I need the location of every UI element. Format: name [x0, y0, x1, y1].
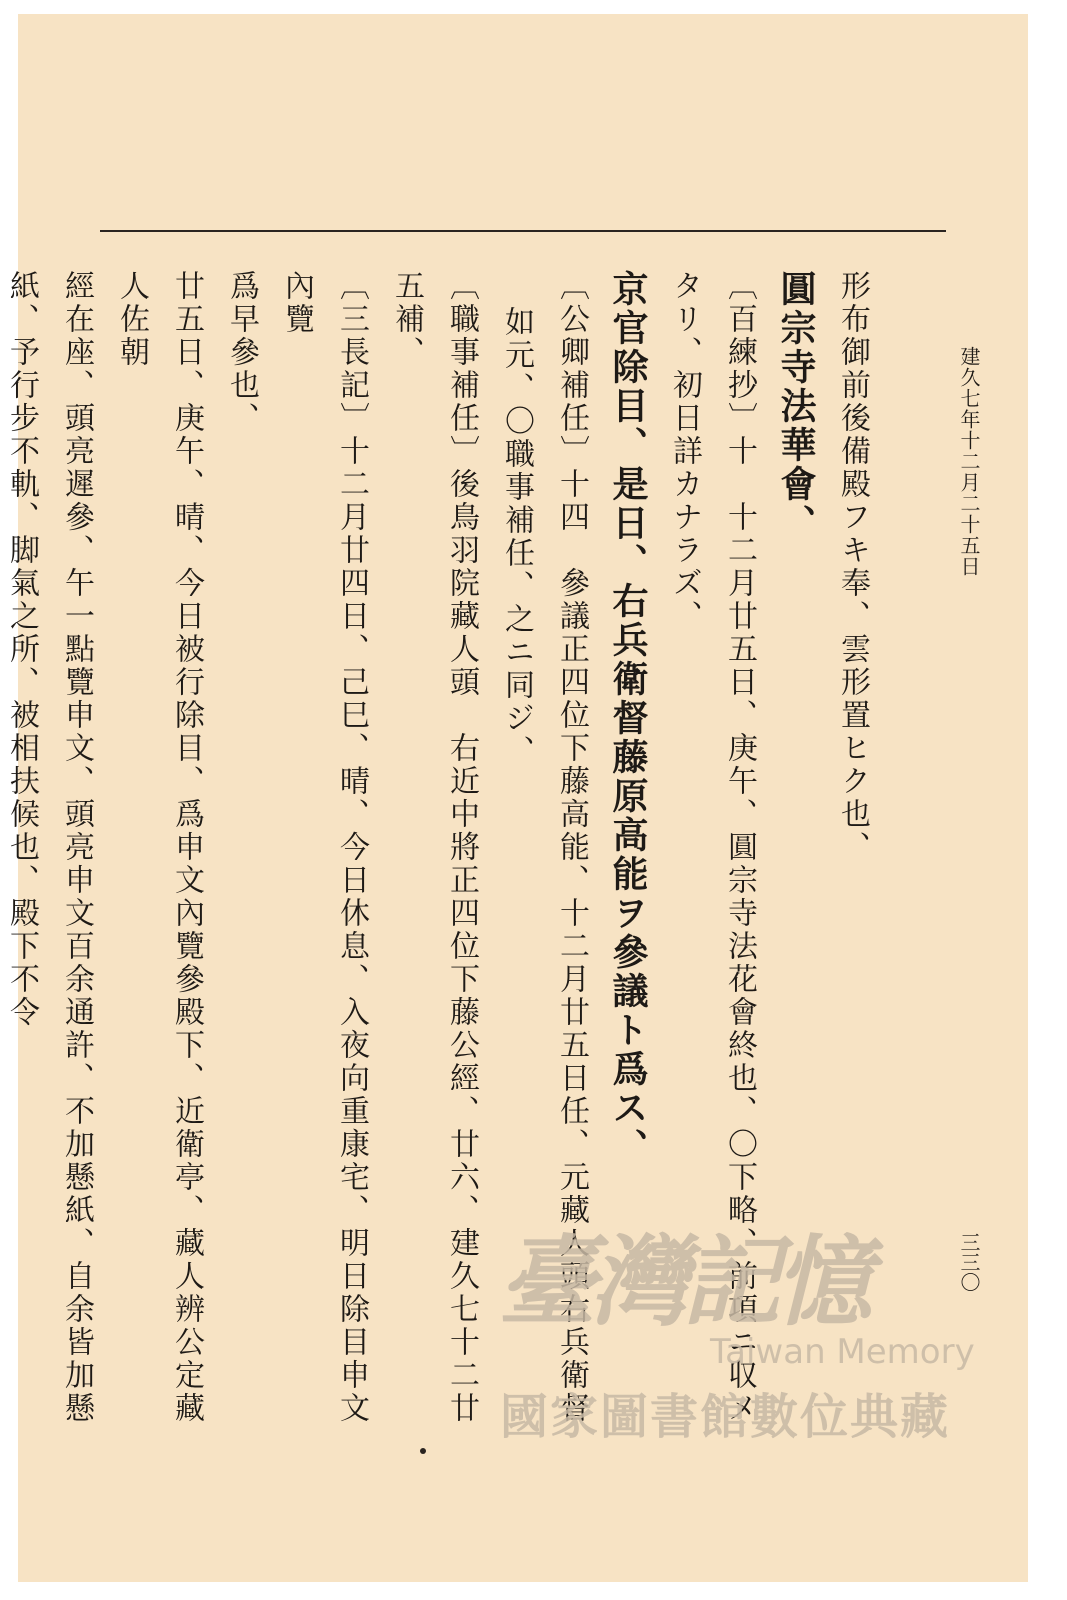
text-line: 〔三長記〕十二月廿四日、己巳、晴、今日休息、入夜向重康宅、明日除目申文內覽 — [279, 270, 369, 1425]
text-line: 〔職事補任〕後鳥羽院藏人頭 右近中將正四位下藤公經、廿六、建久七十二廿五補、 — [389, 270, 479, 1425]
text-line: 如元、〇職事補任、之ニ同ジ、 — [499, 306, 534, 768]
running-head: 建久七年十二月二十五日 — [957, 346, 981, 577]
watermark-chinese: 國家圖書館數位典藏 — [500, 1389, 951, 1445]
text-line: 經在座、頭亮遲參、午一點覽申文、頭亮申文百余通許、不加懸紙、自余皆加懸紙、予行步不軌、脚氣之所、被相扶候也、殿下不令 — [4, 270, 94, 1425]
page-number: 三三〇 — [957, 1232, 981, 1292]
document-page — [4, 14, 1028, 1582]
entry-heading: 圓宗寺法華會、 — [775, 270, 817, 543]
header-rule — [100, 230, 946, 232]
watermark-logo: 臺灣記憶 — [498, 1225, 867, 1340]
text-line: 廿五日、庚午、晴、今日被行除目、爲申文內覽參殿下、近衛亭、藏人辨公定藏人佐朝 — [114, 270, 204, 1425]
text-line: 形布御前後備殿フキ奉、雲形置ヒク也、 — [835, 270, 870, 864]
watermark — [498, 1204, 998, 1444]
text-line: 〔百練抄〕十 十二月廿五日、庚午、圓宗寺法花會終也、〇下略、前項ニ収メタリ、初日詳カナラズ、 — [667, 270, 757, 1425]
entry-heading: 京官除目、是日、右兵衛督藤原高能ヲ參議ト爲ス、 — [607, 270, 649, 1167]
text-line: 爲早參也、 — [224, 270, 259, 435]
ink-dot — [420, 1448, 426, 1454]
watermark-english: Taiwan Memory — [710, 1332, 975, 1372]
text-line: 〔公卿補任〕十四 參議正四位下藤高能、十二月廿五日任、元藏人頭右兵衛督 — [554, 270, 589, 1425]
